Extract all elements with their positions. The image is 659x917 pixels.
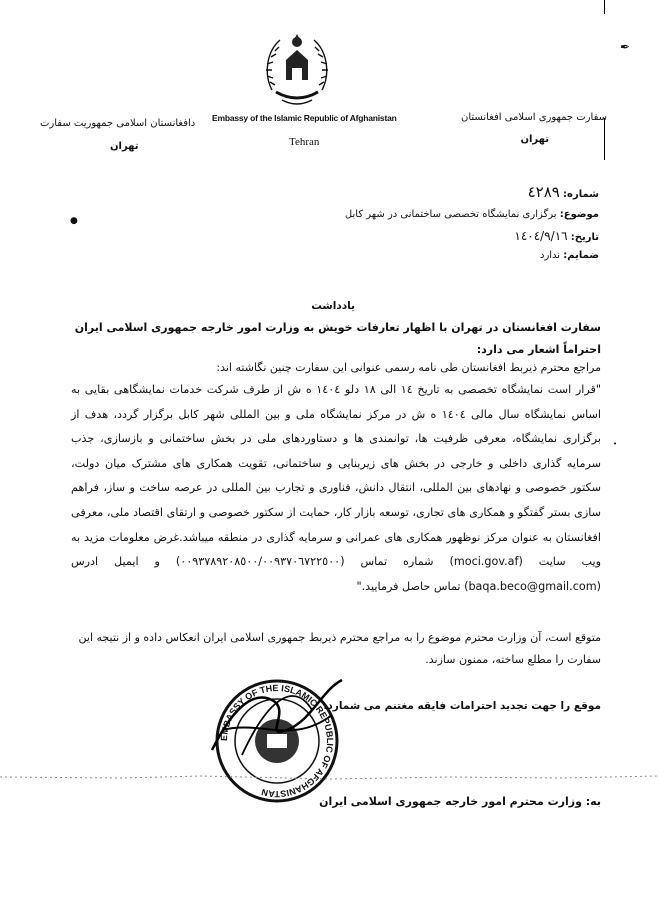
seal-ring-text: EMBASSY OF THE ISLAMIC REPUBLIC OF AFGHANISTAN (218, 682, 336, 800)
margin-rule (604, 118, 605, 160)
date-value: ١٤٠٤/٩/١٦ (514, 229, 568, 243)
national-emblem-icon (262, 30, 332, 108)
letter-subject (345, 209, 599, 220)
margin-rule (604, 0, 605, 14)
request-paragraph: متوقع است، آن وزارت محترم موضوع را به مراجع محترم ذیربط جمهوری اسلامی ایران انعکاس داده و از نتیجه این سفارت را مطلع ساخته، ممنون سازند. (78, 631, 601, 666)
header-city-persian: تهران (520, 134, 549, 145)
header-city-english: Tehran (289, 136, 320, 148)
number-label: شماره: (563, 189, 599, 200)
intro-paragraph: سفارت افغانستان در تهران با اظهار تعارفات خویش به وزارت امور خارجه جمهوری اسلامی ایران احتراماً اشعار می دارد: (74, 321, 601, 356)
ink-mark: ✒ (620, 40, 631, 54)
ink-dot: ● (70, 216, 78, 226)
attachment-label: ضمایم: (563, 250, 599, 261)
header-title-pashto: دافغانستان اسلامی جمهوریت سفارت (40, 118, 196, 129)
letter-attachments (540, 250, 599, 261)
subject-label: موضوع: (559, 209, 599, 220)
letter-number (528, 183, 599, 201)
quoted-paragraph: "قرار است نمایشگاه تخصصی به تاریخ ١٤ الی ١٨ دلو ١٤٠٤ ه ش از طرف شرکت خدمات نمایشگاهی بقایی به اساس نمایشگاه سال مالی ١٤٠٤ ه ش در مرکز نمایشگاه ملی و بین المللی شهر کابل برگزار گردد، هدف از برگزاری نمایشگاه، معرفی ظرفیت ها، توانمندی ها و دستاوردهای ملی در بخش ساختمانی و بازسازی، جذب سرمایه گذاری داخلی و خارجی در بخش های زیربنایی و ساختمانی، تقویت همکاری های مشترک میان دولت، سکتور خصوصی و نهادهای بین المللی، انتقال دانش، فناوری و تجارب بین المللی در عرصه ساخت و ساز، فراهم سازی بستر گفتگو و همکاری های تجاری، توسعه بازار کار، حمایت از سکتور خصوصی و ارتقای اقتصاد ملی، معرفی افغانستان به عنوان مرکز نوظهور همکاری های عمرانی و سرمایه گذاری در منطقه میباشد.غرض معلومات مزید به ویب سایت (moci.gov.af) شماره تماس (٠٠٩٣٧٨٩٢٠٨٥٠٠/٠٠٩٣٧٠٦٧٢٢٥٠٠) و ایمیل ادرس (baqa.beco@gmail.com) تماس حاصل فرمایید." (71, 383, 602, 593)
note-title: یادداشت (311, 300, 355, 312)
subject-value: برگزاری نمایشگاه تخصصی ساختمانی در شهر کابل (344, 209, 557, 220)
attachment-value: ندارد (540, 250, 561, 261)
ink-dot: • (613, 440, 618, 448)
reference-paragraph: مراجع محترم ذیربط افغانستان طی نامه رسمی عنوانی این سفارت چنین نگاشته اند: (216, 361, 601, 374)
letter-date (514, 229, 599, 243)
closing-line: موقع را جهت تجدید احترامات فایقه مغتنم می شمارد. (323, 700, 601, 712)
header-title-english: Embassy of the Islamic Republic of Afghanistan (212, 113, 397, 123)
header-title-persian: سفارت جمهوری اسلامی افغانستان (460, 112, 607, 123)
scan-noise (0, 770, 659, 784)
recipient-line: به: وزارت محترم امور خارجه جمهوری اسلامی ایران (319, 795, 601, 808)
date-label: تاریخ: (570, 232, 599, 243)
signature (202, 670, 352, 762)
header-city-pashto: تهران (110, 141, 139, 152)
number-value: ٤٢٨٩ (527, 183, 560, 201)
